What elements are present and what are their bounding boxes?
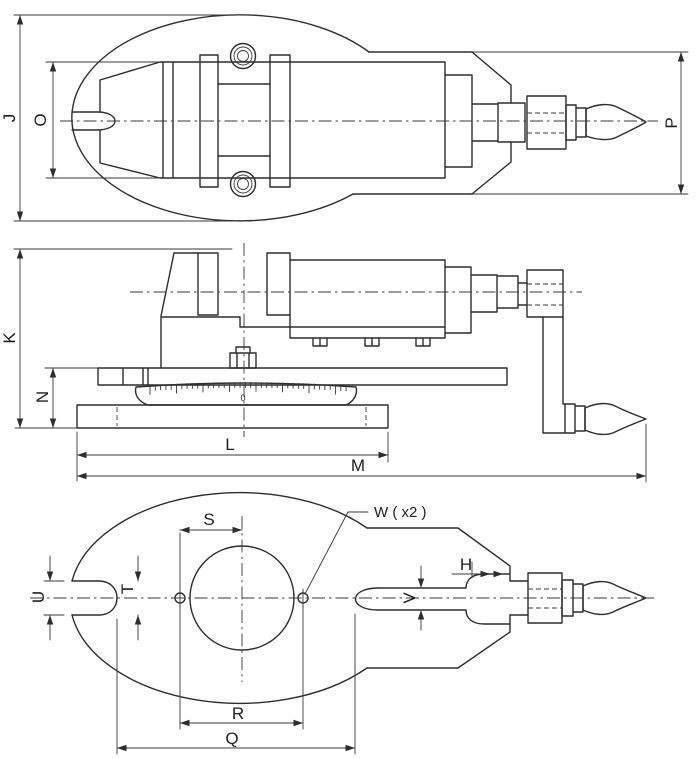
swivel-clamp-nut <box>230 347 256 368</box>
side-view <box>0 243 646 482</box>
screw-nut-top-view <box>527 96 566 149</box>
bottom-view <box>29 493 658 754</box>
handle-knob-top-view <box>586 105 646 140</box>
hole-note-label: W ( x2 ) <box>374 504 427 521</box>
vise-body-outline <box>100 62 445 178</box>
casting-nose-chamfers <box>472 52 511 194</box>
dim-label-r: R <box>231 704 245 723</box>
knob-collars-top-view <box>566 105 586 140</box>
nut-hidden-thread-bottom-view <box>528 589 562 608</box>
dim-label-j: J <box>0 113 19 123</box>
dim-label-t: T <box>118 583 137 595</box>
dim-label-q: Q <box>225 729 239 748</box>
swivel-scale-outline <box>136 383 357 405</box>
casting-edge-top <box>353 52 472 194</box>
top-view <box>0 15 688 221</box>
nut-hidden-thread-side <box>527 284 563 305</box>
dim-label-u: U <box>29 590 48 604</box>
p-extension-lines <box>472 52 688 194</box>
dim-label-s: S <box>203 510 215 529</box>
w-leader-line <box>305 512 368 594</box>
jaw-plate-right-side <box>267 253 290 315</box>
jaw-gap-edges <box>218 84 270 156</box>
screw-nut-side <box>527 270 563 317</box>
cylinder-clamp-feet <box>313 338 430 346</box>
crank-handle-knob <box>585 404 646 435</box>
dim-label-n: N <box>33 390 52 404</box>
jaw-bolt-top <box>231 44 256 69</box>
dim-label-m: M <box>350 456 366 475</box>
swivel-scale-zero: 0 <box>240 393 246 403</box>
dim-label-o: O <box>31 113 50 127</box>
crank-handle-arm <box>543 317 585 433</box>
dim-label-l: L <box>225 435 235 454</box>
dim-label-h: H <box>459 555 473 574</box>
swivel-ring-band <box>98 368 507 385</box>
dim-label-v: V <box>400 592 419 604</box>
fixed-jaw-support <box>161 253 445 368</box>
swivel-base-ellipse-top <box>72 15 369 221</box>
jaw-plate-left-side <box>198 253 218 315</box>
dim-label-k: K <box>0 332 19 344</box>
base-plate-side <box>77 405 388 428</box>
base-hidden-edges <box>117 407 366 426</box>
dim-label-p: P <box>662 117 681 129</box>
nut-hidden-thread-top-view <box>527 113 566 133</box>
jaw-bolt-bottom <box>231 172 256 197</box>
screw-steps-side <box>445 267 527 333</box>
